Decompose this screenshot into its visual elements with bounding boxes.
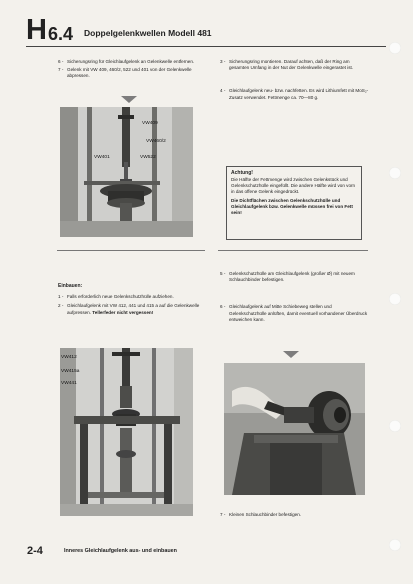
label-vw409: VW409 (142, 121, 158, 126)
header-rule (26, 46, 386, 47)
section-number: 6.4 (48, 24, 74, 44)
note-body: Die Hälfte der Fettmenge wird zwischen Gelenkstück und Gelenkschutzhülle eingefüllt. Die andere Hälfte wird von vorn in das offene Gelenk eingedrückt. (231, 177, 356, 195)
pointer-triangle-2 (283, 351, 299, 358)
photo-press-removal (60, 107, 193, 237)
press-illustration-1 (60, 107, 193, 237)
step-3: 3 - Sicherungsring montieren. Darauf achten, daß der Ring am gesamten Umfang in der Nut der Gelenkwelle eingerastet ist. (220, 59, 354, 71)
clamp-illustration (224, 363, 365, 495)
photo-hose-clamp (224, 363, 365, 495)
step-4: 4 - Gleichlaufgelenk neu- bzw. nachfetten. Es wird Lithiumfett mit MoS₂-Zusatz verwendet. Fettmenge ca. 70—80 g. (220, 88, 369, 100)
step-5: 5 - Gelenkschutzhülle am Gleichlaufgelenk (großer Ø) mit neuem Schlauchbinder befestigen. (220, 271, 355, 283)
footer-title: Inneres Gleichlaufgelenk aus- und einbauen (64, 548, 177, 554)
photo-press-install (60, 348, 193, 516)
einbauen-heading: Einbauen: (58, 283, 83, 289)
step-7: 7 - Gelenk mit VW 409, 460/2, 522 und 401 von der Gelenkwelle abpressen. (58, 67, 192, 79)
page-number: 2-4 (27, 545, 43, 557)
pointer-triangle (121, 96, 137, 103)
steps-install-mid (220, 271, 370, 323)
label-vw415a: VW415a (61, 369, 80, 374)
section-letter: H (26, 14, 47, 46)
binder-hole (389, 42, 401, 54)
label-vw522: VW522 (140, 155, 156, 160)
step-2: 2 - Gleichlaufgelenk mit VW 412, 441 und 415 a auf die Gelenkwelle aufpressen. Tellerfeder nicht vergessen! (58, 303, 200, 315)
page-title: Doppelgelenkwellen Modell 481 (84, 28, 212, 38)
binder-hole (389, 167, 401, 179)
label-vw460-2: VW460/2 (146, 139, 166, 144)
einbauen-section (58, 283, 206, 316)
separator-left (57, 250, 205, 251)
step-7-install: 7 - Kleinen Schlauchbinder befestigen. (220, 512, 302, 517)
step-6-install: 6 - Gleichlaufgelenk auf Mitte Schiebeweg stellen und Gelenkschutzhülle anlüften, damit eventuell vorhandener Überdruck entweichen kann. (220, 304, 368, 322)
label-vw412: VW412 (61, 355, 77, 360)
binder-hole (389, 293, 401, 305)
page-header (26, 14, 386, 48)
binder-hole (389, 420, 401, 432)
steps-removal (58, 59, 206, 80)
label-vw401: VW401 (94, 155, 110, 160)
label-vw441: VW441 (61, 381, 77, 386)
steps-install-right (220, 59, 370, 101)
binder-hole (389, 539, 401, 551)
warning-note (226, 166, 362, 240)
separator-right (218, 250, 368, 251)
note-title: Achtung! (231, 170, 253, 176)
step-1: 1 - Falls erforderlich neue Gelenkschutzhülle aufziehen. (58, 294, 174, 300)
step-6: 6 - Sicherungsring für Gleichlaufgelenk an Gelenkwelle entfernen. (58, 59, 195, 64)
press-illustration-2 (60, 348, 193, 516)
note-body-bold: Die Dichtflächen zwischen Gelenkschutzhülle und Gleichlaufgelenk bzw. Gelenkwelle müssen frei von Fett sein! (231, 197, 353, 216)
step-2-warning: Tellerfeder nicht vergessen! (92, 309, 154, 315)
